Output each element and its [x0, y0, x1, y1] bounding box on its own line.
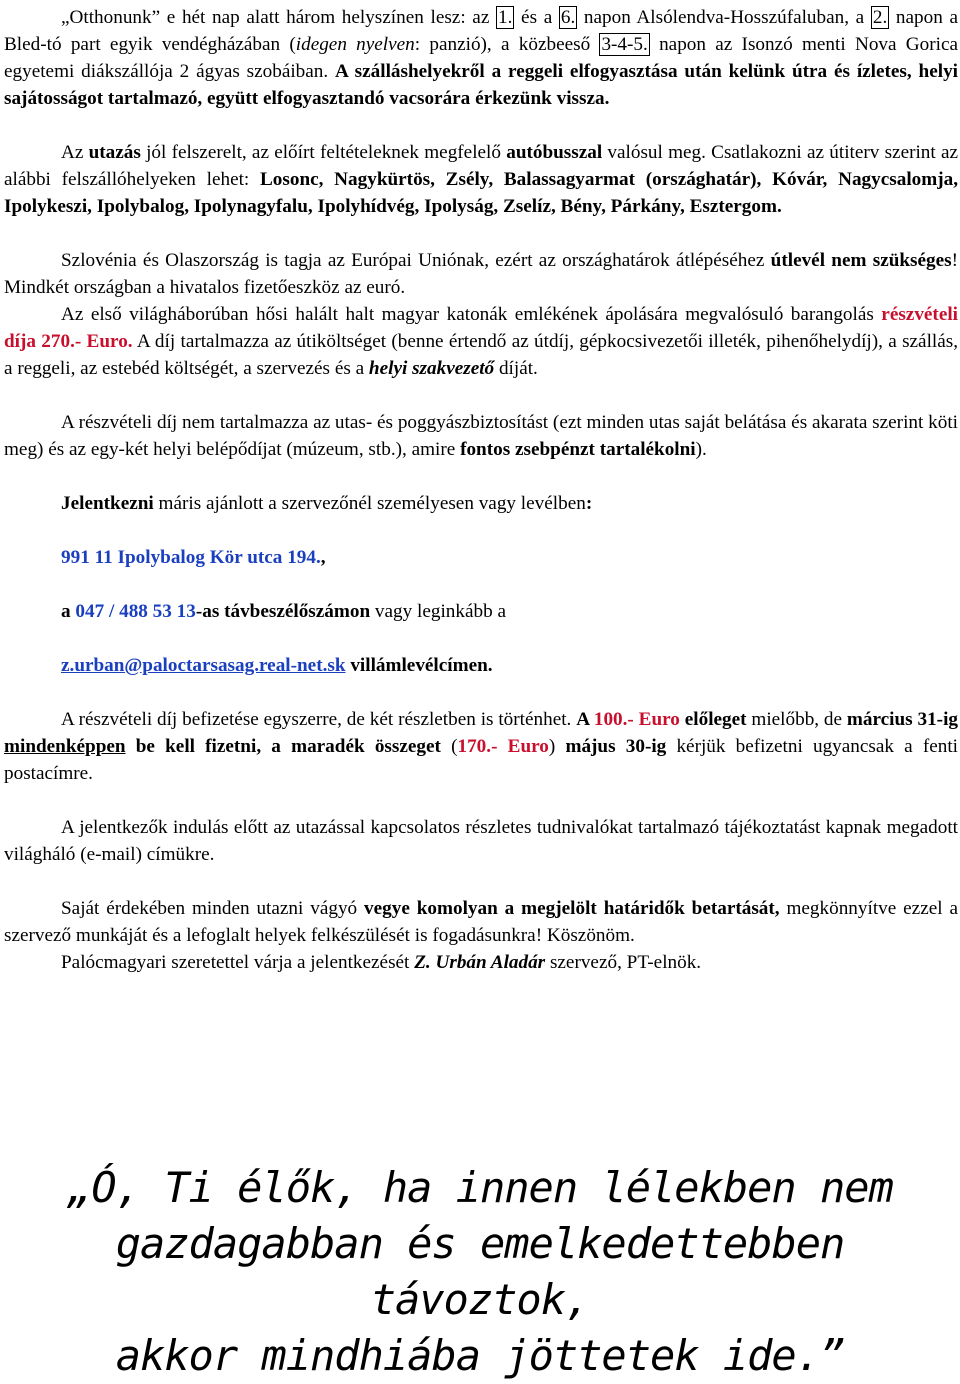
italic-text: idegen nyelven: [295, 34, 415, 55]
text: : panzió), a közbeeső: [414, 34, 600, 55]
day-box: 6.: [560, 7, 576, 28]
text: A részvételi díj nem tartalmazza az utas- és poggyászbiztosítást (ezt minden utas saját belátása és akarata szerint köti meg) és az egy-két helyi belépődíjat (múzeum, stb.), amire: [4, 412, 958, 460]
email-link[interactable]: z.urban@paloctarsasag.real-net.sk: [61, 655, 346, 676]
text: ).: [695, 439, 707, 460]
paragraph-travel: [4, 139, 958, 220]
postal-address: 991 11 Ipolybalog Kör utca 194.: [61, 547, 321, 568]
text: jól felszerelt, az előírt feltételeknek megfelelő: [140, 142, 507, 163]
text: máris ajánlott a szervezőnél személyesen vagy levélben: [153, 493, 586, 514]
paragraph-deadlines: [4, 895, 958, 949]
paragraph-phone: [4, 598, 958, 625]
paragraph-payment: [4, 706, 958, 787]
quote-line: akkor mindhiába jöttetek ide.”: [115, 1331, 845, 1380]
text: ,: [320, 547, 326, 568]
text: Az: [61, 142, 89, 163]
paragraph-exclusions: [4, 409, 958, 463]
day-box: 3-4-5.: [601, 34, 648, 55]
text: napon Alsólendva-Hosszúfaluban, a: [577, 7, 871, 28]
deposit-amount: 100.- Euro: [593, 709, 680, 730]
text: Saját érdekében minden utazni vágyó: [61, 898, 365, 919]
closing-quote: [0, 1160, 960, 1384]
quote-line: „Ó, Ti élők, ha innen lélekben nem: [67, 1163, 893, 1212]
text: szervező, PT-elnök.: [545, 952, 702, 973]
text: A díj tartalmazza az útiköltséget (benne értendő az útdíj, gépkocsivezetői illeték, pihenőhelydíj), a szállás, a reggeli, az estebéd költségét, a szervezés és a: [4, 331, 959, 379]
bold-text: március 31-ig: [846, 709, 958, 730]
bold-text: A: [576, 709, 594, 730]
boarding-places: Losonc, Nagykürtös, Zsély, Balassagyarmat (országhatár), Kóvár, Nagycsalomja, Ipolykeszi, Ipolybalog, Ipolynagyfalu, Ipolyhídvég, Ipolyság, Zselíz, Bény, Párkány, Esztergom.: [4, 169, 959, 217]
text: vagy leginkább a: [370, 601, 506, 622]
text: A részvételi díj befizetése egyszerre, de két részletben is történhet.: [61, 709, 577, 730]
text: mielőbb, de: [746, 709, 847, 730]
paragraph-accommodation: [4, 4, 958, 112]
text: „Otthonunk” e hét nap alatt három helyszínen lesz: az: [61, 7, 496, 28]
day-box: 1.: [498, 7, 513, 28]
text: (: [440, 736, 458, 757]
paragraph-address: [4, 544, 958, 571]
text: Szlovénia és Olaszország is tagja az Európai Uniónak, ezért az országhatárok átlépéséhez: [61, 250, 771, 271]
text: Az első világháborúban hősi halált halt magyar katonák emlékének ápolására megvalósuló barangolás: [61, 304, 882, 325]
text: ): [548, 736, 566, 757]
paragraph-passport: [4, 247, 958, 301]
paragraph-registration: [4, 490, 958, 517]
bold-text: fontos zsebpénzt tartalékolni: [460, 439, 696, 460]
text: napon az Isonzó menti Nova Gorica egyetemi diákszállója 2 ágyas szobáiban.: [4, 34, 959, 82]
bold-text: be kell fizetni, a maradék összeget: [125, 736, 441, 757]
bold-text: vegye komolyan a megjelölt határidők betartását,: [364, 898, 780, 919]
bold-text: útlevél nem szükséges: [770, 250, 952, 271]
text: valósul meg. Csatlakozni az útiterv szerint az alábbi felszállóhelyeken lehet:: [4, 142, 959, 190]
paragraph-information: [4, 814, 958, 868]
text: Palócmagyari szeretettel várja a jelentkezését: [61, 952, 415, 973]
fee-amount: részvételi díja 270.- Euro.: [4, 304, 958, 352]
text: a: [61, 601, 76, 622]
text: és a: [514, 7, 559, 28]
bold-text: előleget: [679, 709, 747, 730]
bold-underlined-text: mindenképpen: [4, 736, 126, 757]
paragraph-email: [4, 652, 958, 679]
paragraph-fee: [4, 301, 958, 382]
text: napon a Bled-tó part egyik vendégházában (: [4, 7, 958, 55]
bold-text: villámlevélcímen.: [345, 655, 493, 676]
text: megkönnyítve ezzel a szervező munkáját és a lefoglalt helyek felkészülését is fogadásunkra! Köszönöm.: [4, 898, 958, 946]
bold-text: autóbusszal: [506, 142, 603, 163]
bold-text: A szálláshelyekről a reggeli elfogyasztása után kelünk útra és ízletes, helyi sajátosságot tartalmazó, együtt elfogyasztandó vacsorára érkezünk vissza.: [4, 61, 958, 109]
bold-text: utazás: [88, 142, 141, 163]
bold-italic-text: helyi szakvezető: [368, 358, 495, 379]
text: A jelentkezők indulás előtt az utazással kapcsolatos részletes tudnivalókat tartalmazó tájékoztatást kapnak megadott világháló (e-mail) címükre.: [4, 817, 958, 865]
bold-text: :: [585, 493, 593, 514]
organizer-name: Z. Urbán Aladár: [414, 952, 546, 973]
bold-text: Jelentkezni: [61, 493, 154, 514]
quote-line: gazdagabban és emelkedettebben távoztok,: [115, 1219, 845, 1324]
bold-text: május 30-ig: [565, 736, 667, 757]
bold-text: -as távbeszélőszámon: [195, 601, 371, 622]
paragraph-signature: [4, 949, 958, 976]
day-box: 2.: [872, 7, 888, 28]
phone-number: 047 / 488 53 13: [75, 601, 196, 622]
remaining-amount: 170.- Euro: [457, 736, 549, 757]
text: díját.: [494, 358, 538, 379]
document-page: [4, 4, 958, 976]
text: ! Mindkét országban a hivatalos fizetőeszköz az euró.: [4, 250, 958, 298]
text: kérjük befizetni ugyancsak a fenti postacímre.: [4, 736, 959, 784]
